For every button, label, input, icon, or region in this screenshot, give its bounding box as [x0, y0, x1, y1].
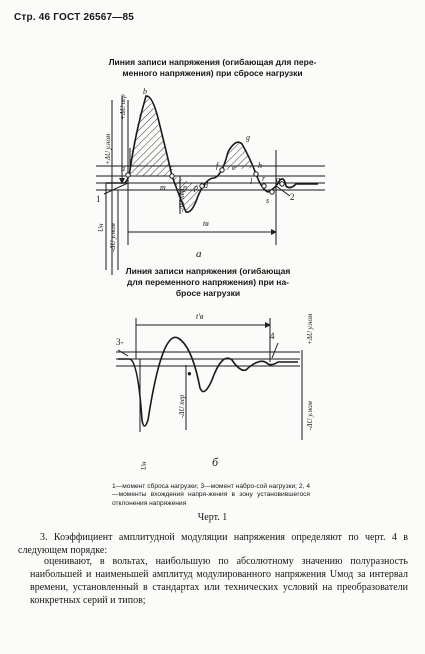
time-label-b: t'в	[196, 312, 204, 321]
marker-3-leader	[118, 350, 128, 356]
label-a: a	[121, 164, 125, 173]
paragraph-3: 3. Коэффициент амплитудной модуляции напряжения определяют по черт. 4 в следующем порядке:	[18, 532, 408, 556]
marker-1-leader	[104, 183, 128, 194]
label-p: p	[194, 183, 198, 192]
label-g: g	[246, 133, 250, 142]
hatch-area-2	[172, 176, 202, 214]
point-s	[270, 190, 274, 194]
figure-b-caption-line: Линия записи напряжения (огибающая	[125, 266, 291, 276]
figure-a-caption-line: Линия записи напряжения (огибающая для пере-	[108, 57, 317, 67]
label-q: q	[276, 175, 280, 184]
label-m: m	[160, 183, 166, 192]
label-s: s	[266, 196, 270, 205]
label-e: e	[232, 163, 236, 172]
b-axis-label-neg-nom: -ΔU у.ном	[306, 401, 314, 430]
marker-3-label: 3-	[116, 337, 124, 347]
label-n: n	[183, 183, 187, 192]
label-l: l	[250, 177, 253, 186]
label-d: d	[204, 181, 208, 190]
b-axis-label-neg-per: -ΔU пер	[178, 394, 186, 418]
axis-label-neg-nom: -ΔU у.ном	[109, 223, 117, 252]
label-f: f	[216, 161, 219, 170]
label-h: h	[258, 161, 262, 170]
chart-caption: Черт. 1	[197, 512, 228, 523]
figure-b-caption-line: для переменного напряжения) при на-	[126, 277, 290, 287]
axis-label-pos-nom: +ΔU у.ном	[104, 133, 112, 165]
point-e	[220, 168, 224, 172]
figure-b-caption-line: бросе нагрузки	[175, 288, 241, 298]
panel-letter-b: б	[212, 455, 219, 469]
b-axis-label-un: Uн	[140, 461, 148, 470]
time-label-a: tв	[203, 219, 209, 228]
point-h	[254, 172, 258, 176]
label-b: b	[143, 87, 147, 96]
hatch-area-1	[128, 96, 172, 176]
label-c: c	[170, 163, 174, 172]
figure-b-labels	[116, 312, 314, 470]
point-a	[126, 173, 130, 177]
panel-letter-a: а	[196, 248, 202, 260]
b-axis-label-pos-nom: +ΔU у.ном	[306, 313, 314, 345]
figure-a	[96, 96, 325, 275]
marker-2-label: 2	[290, 192, 295, 202]
marker-4-leader	[272, 343, 278, 358]
point-q	[280, 182, 284, 186]
axis-label-pos-per: +ΔU пер	[119, 94, 127, 120]
point-r	[262, 184, 266, 188]
marker-1-label: 1	[96, 194, 101, 204]
figure-legend: 1—момент сброса нагрузки; 3—момент набро-сой нагрузки; 2, 4—моменты вхождения напря-жения в зону установившегося отклонения напряжения	[112, 483, 310, 507]
paragraph-estimate: оценивают, в вольтах, наибольшую по абсолютному значению полуразность наибольшей и наименьшей амплитуд модулированного напряжения Uмод за интервал времени, установленный в стандартах или технических условий на преобразователи конкретных серий и типов;	[30, 556, 408, 606]
marker-4-label: 4	[270, 331, 275, 341]
label-r: r	[262, 174, 266, 183]
label-dot-b: ●	[187, 369, 192, 378]
point-c	[170, 174, 174, 178]
waveform-b	[118, 337, 298, 426]
axis-label-neg-per: -ΔU пер	[178, 188, 186, 212]
page-header: Стр. 46 ГОСТ 26567—85	[14, 12, 134, 23]
figure-a-caption-line: менного напряжения) при сбросе нагрузки	[122, 68, 303, 78]
axis-label-un: Uн	[97, 223, 105, 232]
